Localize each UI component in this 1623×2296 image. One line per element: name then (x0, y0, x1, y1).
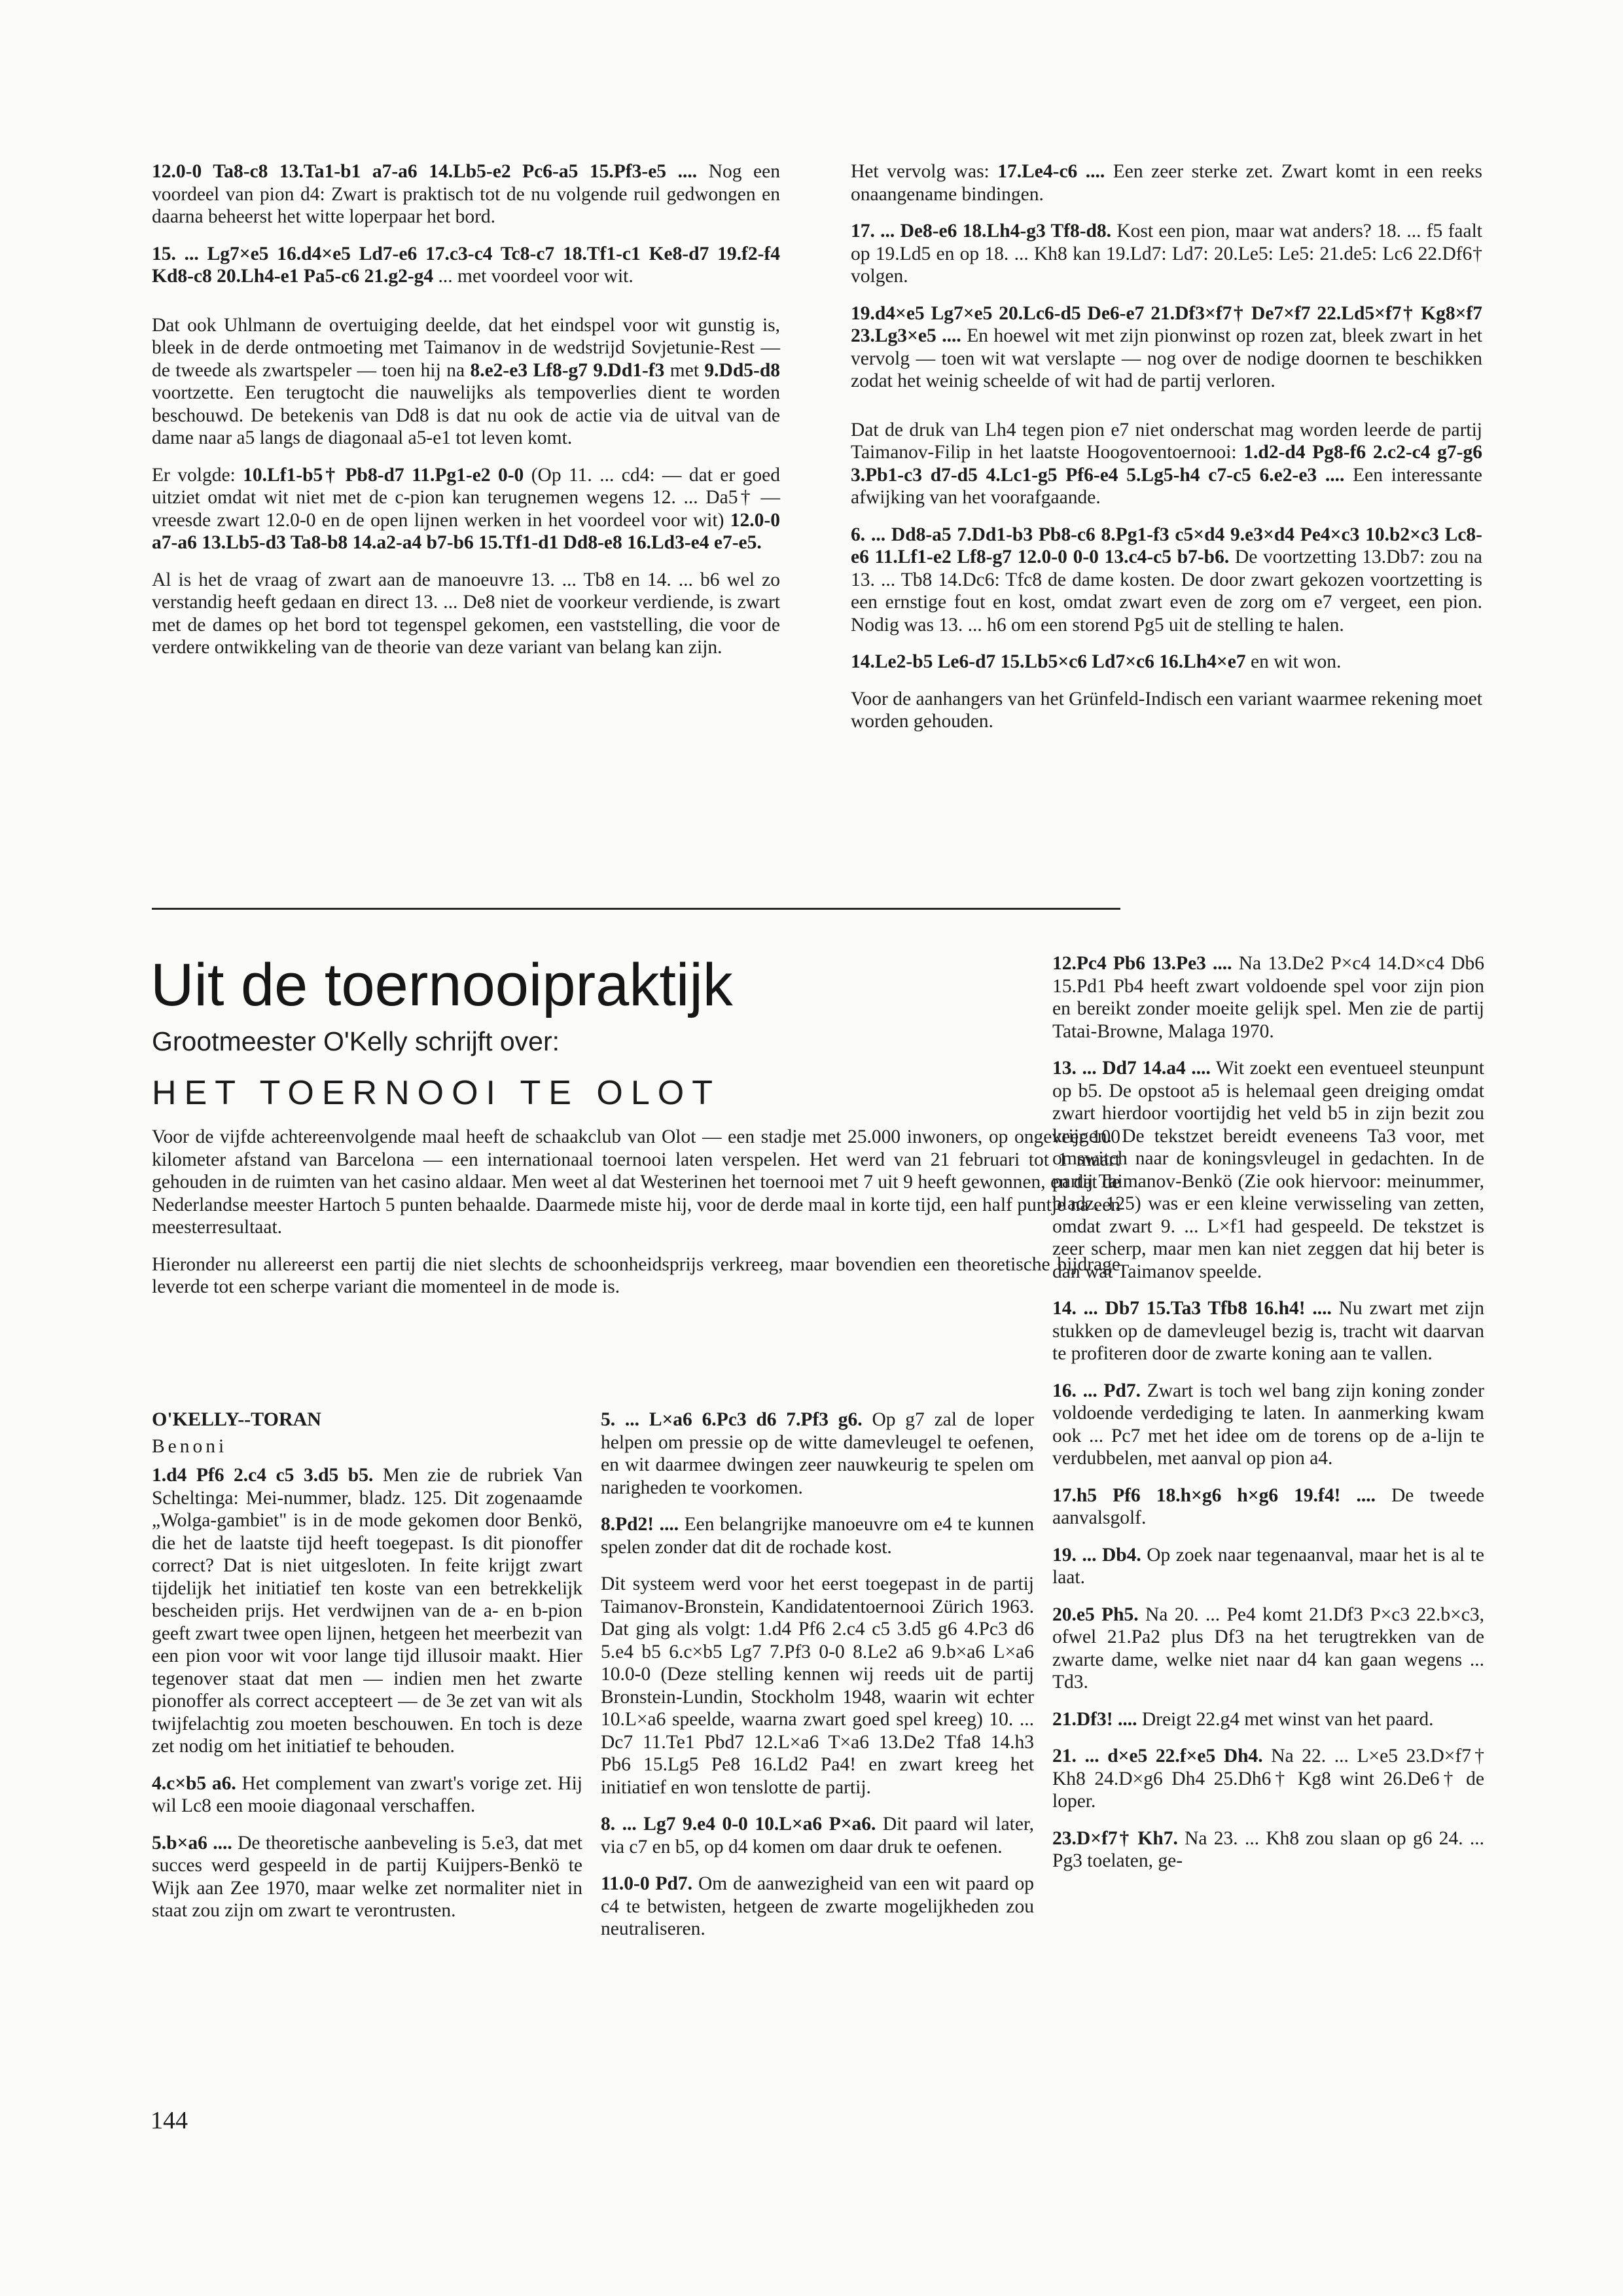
paragraph: 14. ... Db7 15.Ta3 Tfb8 16.h4! .... Nu zwart met zijn stukken op de damevleugel bezig is, tracht wit daarvan te profiteren door de zwarte koning aan te vallen. (1052, 1298, 1484, 1364)
paragraph: 11.0-0 Pd7. Om de aanwezigheid van een wit paard op c4 te betwisten, hetgeen de zwarte mogelijkheden zou neutraliseren. (601, 1873, 1035, 1939)
page-number: 144 (151, 2107, 188, 2134)
paragraph: 8.Pd2! .... Een belangrijke manoeuvre om e4 te kunnen spelen zonder dat dit de rochade kost. (601, 1514, 1035, 1558)
paragraph: Al is het de vraag of zwart aan de manoeuvre 13. ... Tb8 en 14. ... b6 wel zo verstandig heeft gedaan en direct 13. ... De8 niet de voorkeur verdiende, is zwart met de dames op het bord tot tegenspel gekomen, een vaststelling, die voor de verdere ontwikkeling van de theorie van deze variant van belang kan zijn. (152, 569, 780, 658)
intro-paragraph: Voor de vijfde achtereenvolgende maal heeft de schaakclub van Olot — een stadje met 25.000 inwoners, op ongeveer 100 kilometer afstand van Barcelona — een internationaal toernooi laten verspelen. Het werd van 21 februari tot 1 maart gehouden in de ruimten van het casino aldaar. Men weet al dat Westerinen het toernooi met 7 uit 9 heeft gewonnen, en dat de Nederlandse meester Hartoch 5 punten behaalde. Daarmede miste hij, voor de derde maal in korte tijd, een half puntje na een meesterresultaat. (152, 1126, 1120, 1238)
paragraph: 15. ... Lg7×e5 16.d4×e5 Ld7-e6 17.c3-c4 Tc8-c7 18.Tf1-c1 Ke8-d7 19.f2-f4 Kd8-c8 20.Lh4-e1 Pa5-c6 21.g2-g4 ... met voordeel voor wit. (152, 243, 780, 287)
paragraph: 1.d4 Pf6 2.c4 c5 3.d5 b5. Men zie de rubriek Van Scheltinga: Mei-nummer, bladz. 125. Dit zogenaamde „Wolga-gambiet" is in de mode gekomen door Benkö, die het de laatste tijd heeft toegepast. Is dit pionoffer correct? Dat is niet uitgesloten. In feite krijgt zwart tijdelijk het initiatief ten koste van een betrekkelijk bescheiden prijs. Het verdwijnen van de a- en b-pion geeft zwart twee open lijnen, hetgeen het meerbezit van een pion voor wit voor lange tijd illusoir maakt. Hier tegenover staat dat men — indien men het zwarte pionoffer als correct accepteert — de 3e zet van wit als twijfelachtig zou moeten beschouwen. En toch is deze zet nodig om het initiatief te behouden. (152, 1465, 582, 1757)
opening-name: Benoni (152, 1435, 228, 1457)
paragraph: 23.D×f7† Kh7. Na 23. ... Kh8 zou slaan op g6 24. ... Pg3 toelaten, ge- (1052, 1827, 1484, 1871)
article-intro (152, 1126, 1120, 1313)
top-left-column (152, 160, 780, 673)
paragraph: Dit systeem werd voor het eerst toegepast in de partij Taimanov-Bronstein, Kandidatentoernooi Zürich 1963. Dat ging als volgt: 1.d4 Pf6 2.c4 c5 3.d5 g6 4.Pc3 d6 5.e4 b5 6.c×b5 Lg7 7.Pf3 0-0 8.Le2 a6 9.b×a6 L×a6 10.0-0 (Deze stelling kennen wij reeds uit de partij Bronstein-Lundin, Stockholm 1948, waarin wit echter 10.L×a6 speelde, waarna zwart goed spel kreeg) 10. ... Dc7 11.Te1 Pbd7 12.L×a6 T×a6 13.De2 Tfa8 14.h3 Pb6 15.Lg5 Pe8 16.Ld2 Pa4! en zwart kreeg het initiatief en won tenslotte de partij. (601, 1573, 1034, 1798)
paragraph: 5. ... L×a6 6.Pc3 d6 7.Pf3 g6. Op g7 zal de loper helpen om pressie op de witte damevleugel te oefenen, en wit daarmee dwingen zeer nauwkeurig te spelen om narigheden te voorkomen. (601, 1409, 1034, 1498)
intro-paragraph: Hieronder nu allereerst een partij die niet slechts de schoonheidsprijs verkreeg, maar bovendien een theoretische bijdrage leverde tot een scherpe variant die momenteel in de mode is. (152, 1253, 1120, 1297)
paragraph: 19.d4×e5 Lg7×e5 20.Lc6-d5 De6-e7 21.Df3×f7† De7×f7 22.Ld5×f7† Kg8×f7 23.Lg3×e5 .... En hoewel wit met zijn pionwinst op rozen zat, bleek zwart in het vervolg — toen wit wat verslapte — nog over de nodige doornen te beschikken zodat het weinig scheelde of wit had de partij verloren. (851, 302, 1482, 391)
paragraph: 12.Pc4 Pb6 13.Pe3 .... Na 13.De2 P×c4 14.D×c4 Db6 15.Pd1 Pb4 heeft zwart voldoende spel voor zijn pion en bereikt zonder moeite gelijk spel. Men zie de partij Tatai-Browne, Malaga 1970. (1052, 953, 1484, 1042)
paragraph: 20.e5 Ph5. Na 20. ... Pe4 komt 21.Df3 P×c3 22.b×c3, ofwel 21.Pa2 plus Df3 na het terugtrekken van de zwarte dame, welke niet naar d4 kan gaan wegens ... Td3. (1052, 1604, 1484, 1693)
game-title: O'KELLY--TORAN (152, 1408, 321, 1430)
paragraph: 17. ... De8-e6 18.Lh4-g3 Tf8-d8. Kost een pion, maar wat anders? 18. ... f5 faalt op 19.Ld5 en op 18. ... Kh8 kan 19.Ld7: Ld7: 20.Le5: Le5: 21.de5: Lc6 22.Df6† volgen. (851, 221, 1482, 287)
paragraph: 5.b×a6 .... De theoretische aanbeveling is 5.e3, dat met succes werd gespeeld in de partij Kuijpers-Benkö te Wijk aan Zee 1970, maar welke zet normaliter niet in staat zou zijn om zwart te verontrusten. (152, 1832, 582, 1921)
paragraph: 6. ... Dd8-a5 7.Dd1-b3 Pb8-c6 8.Pg1-f3 c5×d4 9.e3×d4 Pe4×c3 10.b2×c3 Lc8-e6 11.Lf1-e2 Lf8-g7 12.0-0 0-0 13.c4-c5 b7-b6. De voortzetting 13.Db7: zou na 13. ... Tb8 14.Dc6: Tfc8 de dame kosten. De door zwart gekozen voortzetting is een ernstige fout en kost, omdat zwart even de zorg om e7 vergeet, een pion. Nodig was 13. ... h6 om een storend Pg5 uit de stelling te halen. (851, 524, 1482, 636)
paragraph: 16. ... Pd7. Zwart is toch wel bang zijn koning zonder voldoende verdediging te laten. In aanmerking kwam ook ... Pc7 met het idee om de torens op de a-lijn te verdubbelen, met aanval op pion a4. (1052, 1380, 1484, 1469)
section-title: HET TOERNOOI TE OLOT (152, 1074, 721, 1112)
paragraph: 21.Df3! .... Dreigt 22.g4 met winst van het paard. (1052, 1708, 1434, 1730)
paragraph: Dat ook Uhlmann de overtuiging deelde, dat het eindspel voor wit gunstig is, bleek in de derde ontmoeting met Taimanov in de wedstrijd Sovjetunie-Rest — de tweede als zwartspeler — toen hij na 8.e2-e3 Lf8-g7 9.Dd1-f3 met 9.Dd5-d8 voortzette. Een terugtocht die nauwelijks als tempoverlies dient te worden beschouwd. De betekenis van Dd8 is dat nu ook de actie via de uitval van de dame naar a5 langs de diagonaal a5-e1 tot leven komt. (152, 314, 780, 448)
paragraph: 8. ... Lg7 9.e4 0-0 10.L×a6 P×a6. Dit paard wil later, via c7 en b5, op d4 komen om daar druk te oefenen. (601, 1814, 1034, 1857)
paragraph: Het vervolg was: 17.Le4-c6 .... Een zeer sterke zet. Zwart komt in een reeks onaangename bindingen. (851, 161, 1482, 205)
paragraph: 4.c×b5 a6. Het complement van zwart's vorige zet. Hij wil Lc8 een mooie diagonaal verschaffen. (152, 1772, 582, 1816)
paragraph: Er volgde: 10.Lf1-b5† Pb8-d7 11.Pg1-e2 0-0 (Op 11. ... cd4: — dat er goed uitziet omdat wit niet met de c-pion kan terugnemen wegens 12. ... Da5† — vreesde zwart 12.0-0 en de open lijnen werken in het voordeel voor wit) 12.0-0 a7-a6 13.Lb5-d3 Ta8-b8 14.a2-a4 b7-b6 15.Tf1-d1 Dd8-e8 16.Ld3-e4 e7-e5. (152, 464, 780, 553)
paragraph: 13. ... Dd7 14.a4 .... Wit zoekt een eventueel steunpunt op b5. De opstoot a5 is helemaal geen dreiging omdat zwart hierdoor voortijdig het veld b5 in zijn bezit zou krijgen. De tekstzet bereidt eveneens Ta3 voor, met omswitch naar de koningsvleugel in gedachten. In de partij Taimanov-Benkö (Zie ook hiervoor: meinummer, bladz. 125) was er een kleine verwisseling van zetten, omdat zwart 9. ... L×f1 had gespeeld. De tekstzet is zeer scherp, maar men kan niet zeggen dat hij beter is dan wat Taimanov speelde. (1052, 1058, 1485, 1282)
article-subheading: Grootmeester O'Kelly schrijft over: (152, 1026, 560, 1056)
article-heading: Uit de toernooipraktijk (151, 952, 733, 1018)
paragraph: 14.Le2-b5 Le6-d7 15.Lb5×c6 Ld7×c6 16.Lh4×e7 en wit won. (851, 651, 1342, 672)
paragraph: 17.h5 Pf6 18.h×g6 h×g6 19.f4! .... De tweede aanvalsgolf. (1052, 1484, 1484, 1528)
paragraph: 12.0-0 Ta8-c8 13.Ta1-b1 a7-a6 14.Lb5-e2 Pc6-a5 15.Pf3-e5 .... Nog een voordeel van pion d4: Zwart is praktisch tot de nu volgende ruil gedwongen en daarna beheerst het witte loperpaar het bord. (152, 161, 780, 227)
bottom-column-1 (152, 1408, 582, 1937)
paragraph: 19. ... Db4. Op zoek naar tegenaanval, maar het is al te laat. (1052, 1544, 1484, 1588)
top-right-column (851, 160, 1482, 747)
paragraph: 21. ... d×e5 22.f×e5 Dh4. Na 22. ... L×e5 23.D×f7† Kh8 24.D×g6 Dh4 25.Dh6† Kg8 wint 26.De6† de loper. (1052, 1746, 1484, 1812)
paragraph: Voor de aanhangers van het Grünfeld-Indisch een variant waarmee rekening moet worden gehouden. (851, 688, 1482, 732)
paragraph: Dat de druk van Lh4 tegen pion e7 niet onderschat mag worden leerde de partij Taimanov-Filip in het laatste Hoogoventoernooi: 1.d2-d4 Pg8-f6 2.c2-c4 g7-g6 3.Pb1-c3 d7-d5 4.Lc1-g5 Pf6-e4 5.Lg5-h4 c7-c5 6.e2-e3 .... Een interessante afwijking van het voorafgaande. (851, 419, 1482, 508)
bottom-column-3 (1052, 952, 1484, 1887)
section-divider (152, 908, 1120, 910)
bottom-column-2 (601, 1408, 1034, 1955)
